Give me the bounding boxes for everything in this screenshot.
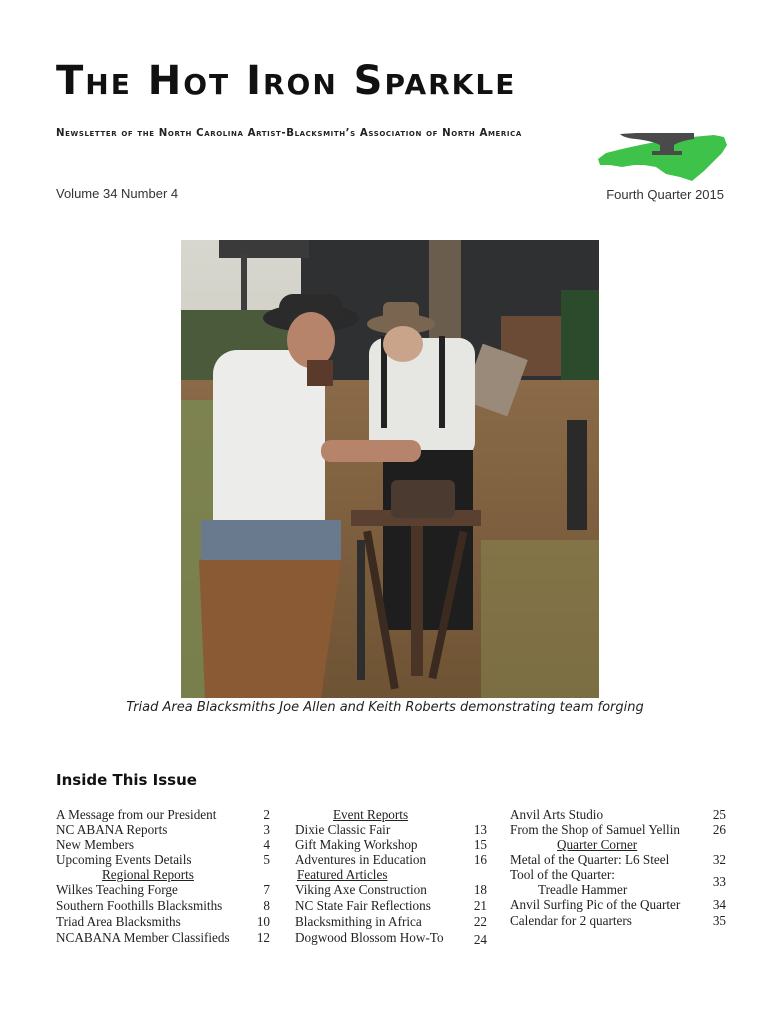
toc-entry-title: NCABANA Member Classifieds <box>56 929 230 945</box>
toc-entry <box>56 882 270 897</box>
toc-entry <box>295 898 487 913</box>
toc-entry <box>295 914 487 929</box>
toc-entry-page: 2 <box>263 807 270 822</box>
inside-this-issue-heading: Inside This Issue <box>56 771 197 789</box>
toc-entry <box>295 852 487 867</box>
toc-entry-page: 13 <box>473 822 487 838</box>
toc-entry <box>56 914 270 929</box>
toc-section-heading <box>56 867 270 882</box>
toc-column-3 <box>510 807 726 929</box>
toc-entry-page: 8 <box>263 897 270 913</box>
nc-anvil-logo <box>596 131 728 185</box>
toc-entry-page: 4 <box>263 837 270 853</box>
toc-entry <box>56 837 270 852</box>
cover-photo-caption: Triad Area Blacksmiths Joe Allen and Keith Roberts demonstrating team forging <box>126 700 644 715</box>
toc-entry-page: 25 <box>712 807 726 822</box>
toc-entry-page: 35 <box>712 913 726 929</box>
toc-entry-title: Viking Axe Construction <box>295 882 427 898</box>
toc-section-title: Quarter Corner <box>557 837 638 853</box>
toc-entry-title: New Members <box>56 837 135 853</box>
toc-entry-page: 7 <box>263 882 270 898</box>
toc-entry-title: A Message from our President <box>56 807 217 822</box>
toc-entry-page: 3 <box>263 822 270 838</box>
toc-entry-page: 21 <box>473 897 487 913</box>
masthead-title: The Hot Iron Sparkle <box>56 58 517 104</box>
toc-entry-title: Anvil Surfing Pic of the Quarter <box>510 897 681 913</box>
toc-entry-page: 15 <box>473 837 487 853</box>
toc-entry-page: 10 <box>256 913 270 929</box>
cover-photo <box>181 240 599 698</box>
toc-entry-title: NC ABANA Reports <box>56 822 168 838</box>
toc-section-title: Event Reports <box>333 807 409 822</box>
cover-photo-illustration <box>181 240 599 698</box>
toc-entry-title: Blacksmithing in Africa <box>295 913 422 929</box>
toc-entry-page: 32 <box>712 852 726 868</box>
toc-entry-page: 18 <box>473 882 487 898</box>
toc-entry <box>295 837 487 852</box>
toc-entry <box>510 913 726 928</box>
toc-entry-page: 12 <box>256 929 270 945</box>
toc-entry <box>510 807 726 822</box>
toc-entry <box>295 822 487 837</box>
toc-entry-title: Gift Making Workshop <box>295 837 418 853</box>
toc-section-heading <box>295 867 487 882</box>
toc-entry-title: NC State Fair Reflections <box>295 897 431 913</box>
volume-number: Volume 34 Number 4 <box>56 186 179 201</box>
toc-entry-page: 26 <box>712 822 726 838</box>
toc-entry <box>510 867 726 897</box>
toc-entry <box>510 897 726 912</box>
toc-entry <box>56 898 270 913</box>
toc-entry-title: Calendar for 2 quarters <box>510 913 632 929</box>
toc-entry <box>295 882 487 897</box>
toc-entry-page: 16 <box>473 852 487 868</box>
toc-entry-title: Anvil Arts Studio <box>510 807 604 822</box>
toc-entry <box>56 930 270 945</box>
toc-column-2 <box>295 807 487 945</box>
toc-entry-title: Upcoming Events Details <box>56 852 192 868</box>
toc-entry-title: Metal of the Quarter: L6 Steel <box>510 852 670 868</box>
toc-entry-title: Adventures in Education <box>295 852 427 868</box>
toc-entry <box>295 930 487 945</box>
toc-entry <box>56 807 270 822</box>
toc-entry-title: Triad Area Blacksmiths <box>56 913 181 929</box>
toc-entry-title: From the Shop of Samuel Yellin <box>510 822 680 838</box>
toc-entry-title: Dixie Classic Fair <box>295 822 391 838</box>
toc-section-title: Featured Articles <box>297 867 388 883</box>
toc-entry-title: Tool of the Quarter: Treadle Hammer <box>510 867 628 898</box>
toc-entry <box>510 822 726 837</box>
toc-entry <box>56 852 270 867</box>
toc-entry-title: Southern Foothills Blacksmiths <box>56 897 223 913</box>
toc-entry-title: Wilkes Teaching Forge <box>56 882 178 898</box>
toc-entry-page: 22 <box>473 913 487 929</box>
toc-entry-page: 24 <box>473 931 487 947</box>
toc-entry-page: 34 <box>712 897 726 913</box>
masthead-subtitle: Newsletter of the North Carolina Artist-Blacksmith’s Association of North America <box>56 128 522 139</box>
toc-section-title: Regional Reports <box>102 867 194 883</box>
toc-entry <box>510 852 726 867</box>
issue-quarter: Fourth Quarter 2015 <box>606 187 724 202</box>
toc-column-1 <box>56 807 270 945</box>
toc-section-heading <box>510 837 726 852</box>
toc-section-heading <box>295 807 487 822</box>
toc-entry-page: 5 <box>263 852 270 868</box>
toc-entry <box>56 822 270 837</box>
toc-entry-title: Dogwood Blossom How-To <box>295 929 444 945</box>
toc-entry-page: 33 <box>712 874 726 890</box>
